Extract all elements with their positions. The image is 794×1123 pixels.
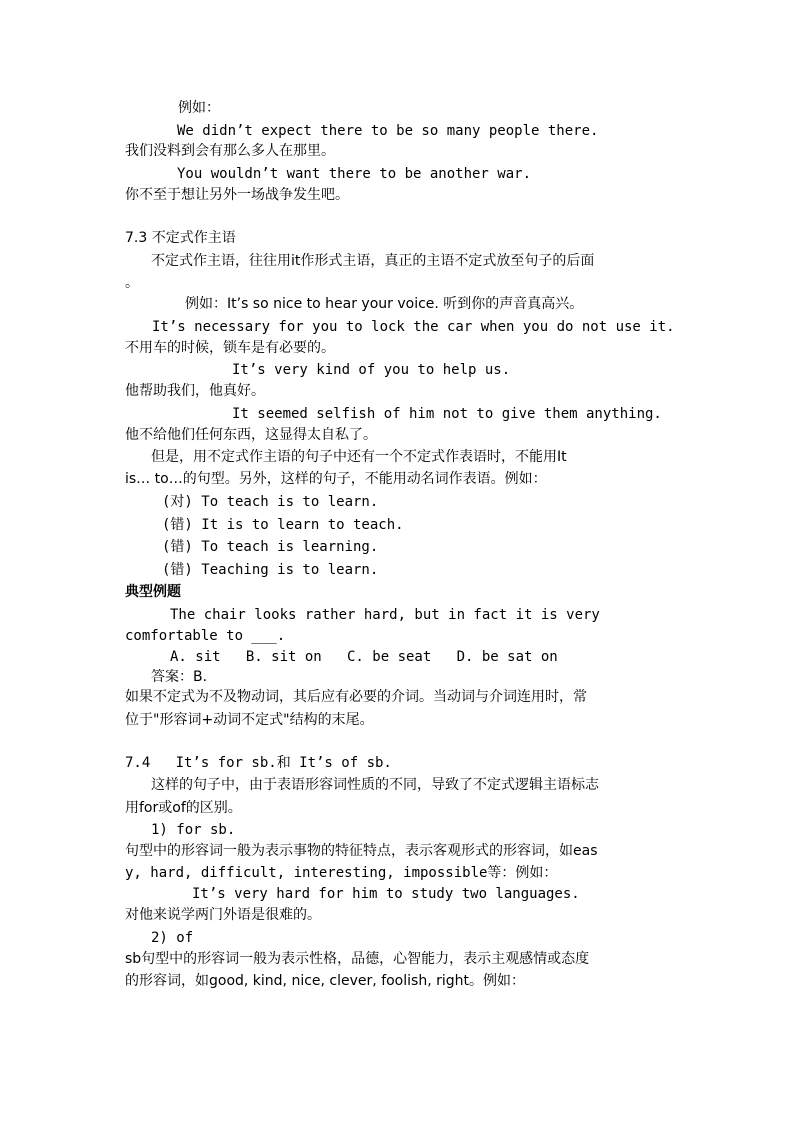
paragraph-line: 不定式作主语，往往用it作形式主语，真正的主语不定式放至句子的后面	[151, 253, 595, 269]
example-sentence: 例如：It’s so nice to hear your voice. 听到你的声音真高兴。	[185, 296, 584, 312]
section-heading-7-4: 7.4 It’s for sb.和 It’s of sb.	[125, 755, 392, 771]
paragraph-line: is… to…的句型。另外，这样的句子，不能用动名词作表语。例如：	[125, 471, 547, 487]
example-wrong: (错) To teach is learning.	[162, 539, 379, 555]
example-sentence: You wouldn’t want there to be another war.	[177, 166, 532, 182]
paragraph-line: 位于"形容词+动词不定式"结构的末尾。	[125, 712, 374, 728]
question-text: The chair looks rather hard, but in fact it is very	[170, 607, 600, 623]
paragraph-line: 用for或of的区别。	[125, 800, 242, 816]
answer: 答案：B.	[151, 669, 208, 685]
translation: 他不给他们任何东西，这显得太自私了。	[125, 427, 377, 443]
translation: 你不至于想让另外一场战争发生吧。	[125, 187, 349, 203]
question-text: comfortable to ___.	[125, 628, 286, 644]
translation: 不用车的时候，锁车是有必要的。	[125, 340, 335, 356]
example-wrong: (错) It is to learn to teach.	[162, 517, 404, 533]
example-correct: (对) To teach is to learn.	[162, 494, 379, 510]
example-sentence: It’s necessary for you to lock the car when you do not use it.	[152, 319, 675, 335]
paragraph-line: 的形容词，如good, kind, nice, clever, foolish, right。例如：	[125, 973, 525, 989]
example-label: 例如：	[178, 100, 220, 116]
paragraph-line: 句型中的形容词一般为表示事物的特征特点，表示客观形式的形容词，如eas	[125, 843, 598, 859]
section-heading-7-3: 7.3 不定式作主语	[125, 230, 236, 246]
example-wrong: (错) Teaching is to learn.	[162, 562, 379, 578]
typical-example-heading: 典型例题	[125, 584, 181, 600]
paragraph-line: 。	[125, 275, 139, 291]
example-sentence: It seemed selfish of him not to give them anything.	[232, 406, 662, 422]
paragraph-line: sb句型中的形容词一般为表示性格，品德，心智能力，表示主观感情或态度	[125, 951, 590, 967]
paragraph-line: y, hard, difficult, interesting, impossible等：例如：	[125, 865, 558, 881]
paragraph-line: 如果不定式为不及物动词，其后应有必要的介词。当动词与介词连用时，常	[125, 689, 587, 705]
subheading-for-sb: 1) for sb.	[151, 822, 236, 838]
example-sentence: It’s very kind of you to help us.	[232, 362, 511, 378]
subheading-of-sb: 2) of	[151, 930, 194, 946]
paragraph-line: 但是，用不定式作主语的句子中还有一个不定式作表语时，不能用It	[151, 449, 567, 465]
translation: 他帮助我们，他真好。	[125, 383, 265, 399]
example-sentence: We didn’t expect there to be so many people there.	[177, 123, 599, 139]
example-sentence: It’s very hard for him to study two languages.	[192, 886, 580, 902]
answer-options: A. sit B. sit on C. be seat D. be sat on	[170, 649, 558, 665]
translation: 对他来说学两门外语是很难的。	[125, 907, 321, 923]
translation: 我们没料到会有那么多人在那里。	[125, 143, 335, 159]
paragraph-line: 这样的句子中，由于表语形容词性质的不同，导致了不定式逻辑主语标志	[151, 777, 599, 793]
